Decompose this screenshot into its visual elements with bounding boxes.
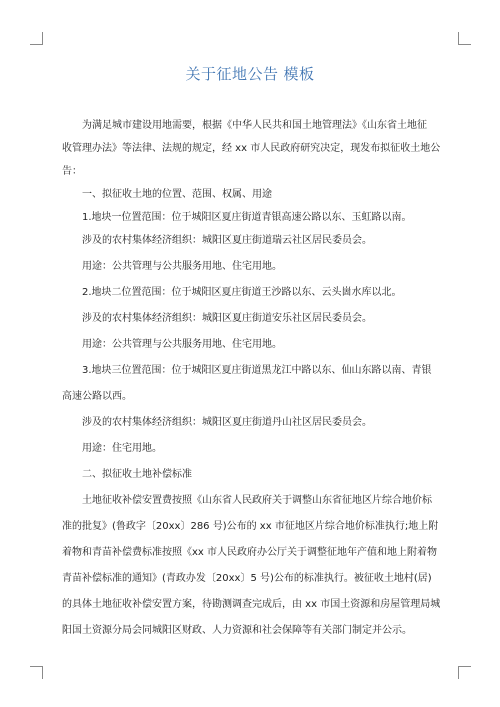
paragraph-line: 用途：公共管理与公共服务用地、住宅用地。 [82, 339, 282, 350]
paragraph-line: 1.地块一位置范围：位于城阳区夏庄街道青银高速公路以东、玉虹路以南。 [82, 212, 412, 223]
paragraph-line: 涉及的农村集体经济组织：城阳区夏庄街道瑞云社区居民委员会。 [82, 235, 372, 246]
paragraph-line: 涉及的农村集体经济组织：城阳区夏庄街道丹山社区居民委员会。 [82, 417, 372, 428]
paragraph-line: 为满足城市建设用地需要，根据《中华人民共和国土地管理法》《山东省土地征 [82, 120, 427, 131]
paragraph-line: 的具体土地征收补偿安置方案，待勘测调查完成后，由 xx 市国土资源和房屋管理局城 [62, 599, 441, 610]
crop-mark-bottom-right [458, 666, 471, 679]
paragraph-line: 高速公路以西。 [62, 391, 132, 402]
paragraph-line: 2.地块二位置范围：位于城阳区夏庄街道王沙路以东、云头崮水库以北。 [82, 287, 402, 298]
document-title [0, 64, 500, 84]
paragraph-line: 涉及的农村集体经济组织：城阳区夏庄街道安乐社区居民委员会。 [82, 313, 372, 324]
paragraph-line: 土地征收补偿安置费按照《山东省人民政府关于调整山东省征地区片综合地价标 [82, 495, 432, 506]
paragraph-line: 收管理办法》等法律、法规的规定，经 xx 市人民政府研究决定，现发布拟征收土地公 [62, 143, 441, 154]
document-title-main: 关于征地公告 [185, 65, 279, 83]
paragraph-line: 着物和青苗补偿费标准按照《xx 市人民政府办公厅关于调整征地年产值和地上附着物 [62, 547, 438, 558]
paragraph-line: 青苗补偿标准的通知》(青政办发〔20xx〕5 号)公布的标准执行。被征收土地村(居) [62, 573, 432, 584]
crop-mark-top-left [30, 32, 43, 45]
paragraph-line: 用途：公共管理与公共服务用地、住宅用地。 [82, 261, 282, 272]
paragraph-line: 准的批复》(鲁政字〔20xx〕286 号)公布的 xx 市征地区片综合地价标准执行;地上附 [62, 521, 439, 532]
paragraph-line: 告： [62, 166, 82, 177]
document-title-suffix: 模板 [283, 65, 315, 83]
paragraph-line: 3.地块三位置范围：位于城阳区夏庄街道黑龙江中路以东、仙山东路以南、青银 [82, 365, 432, 376]
paragraph-line: 阳国土资源分局会同城阳区财政、人力资源和社会保障等有关部门制定并公示。 [62, 625, 412, 636]
crop-mark-top-right [458, 32, 471, 45]
section-heading: 一、拟征收土地的位置、范围、权属、用途 [82, 189, 272, 200]
crop-mark-bottom-left [30, 666, 43, 679]
paragraph-line: 用途：住宅用地。 [82, 443, 162, 454]
section-heading: 二、拟征收土地补偿标准 [82, 469, 192, 480]
